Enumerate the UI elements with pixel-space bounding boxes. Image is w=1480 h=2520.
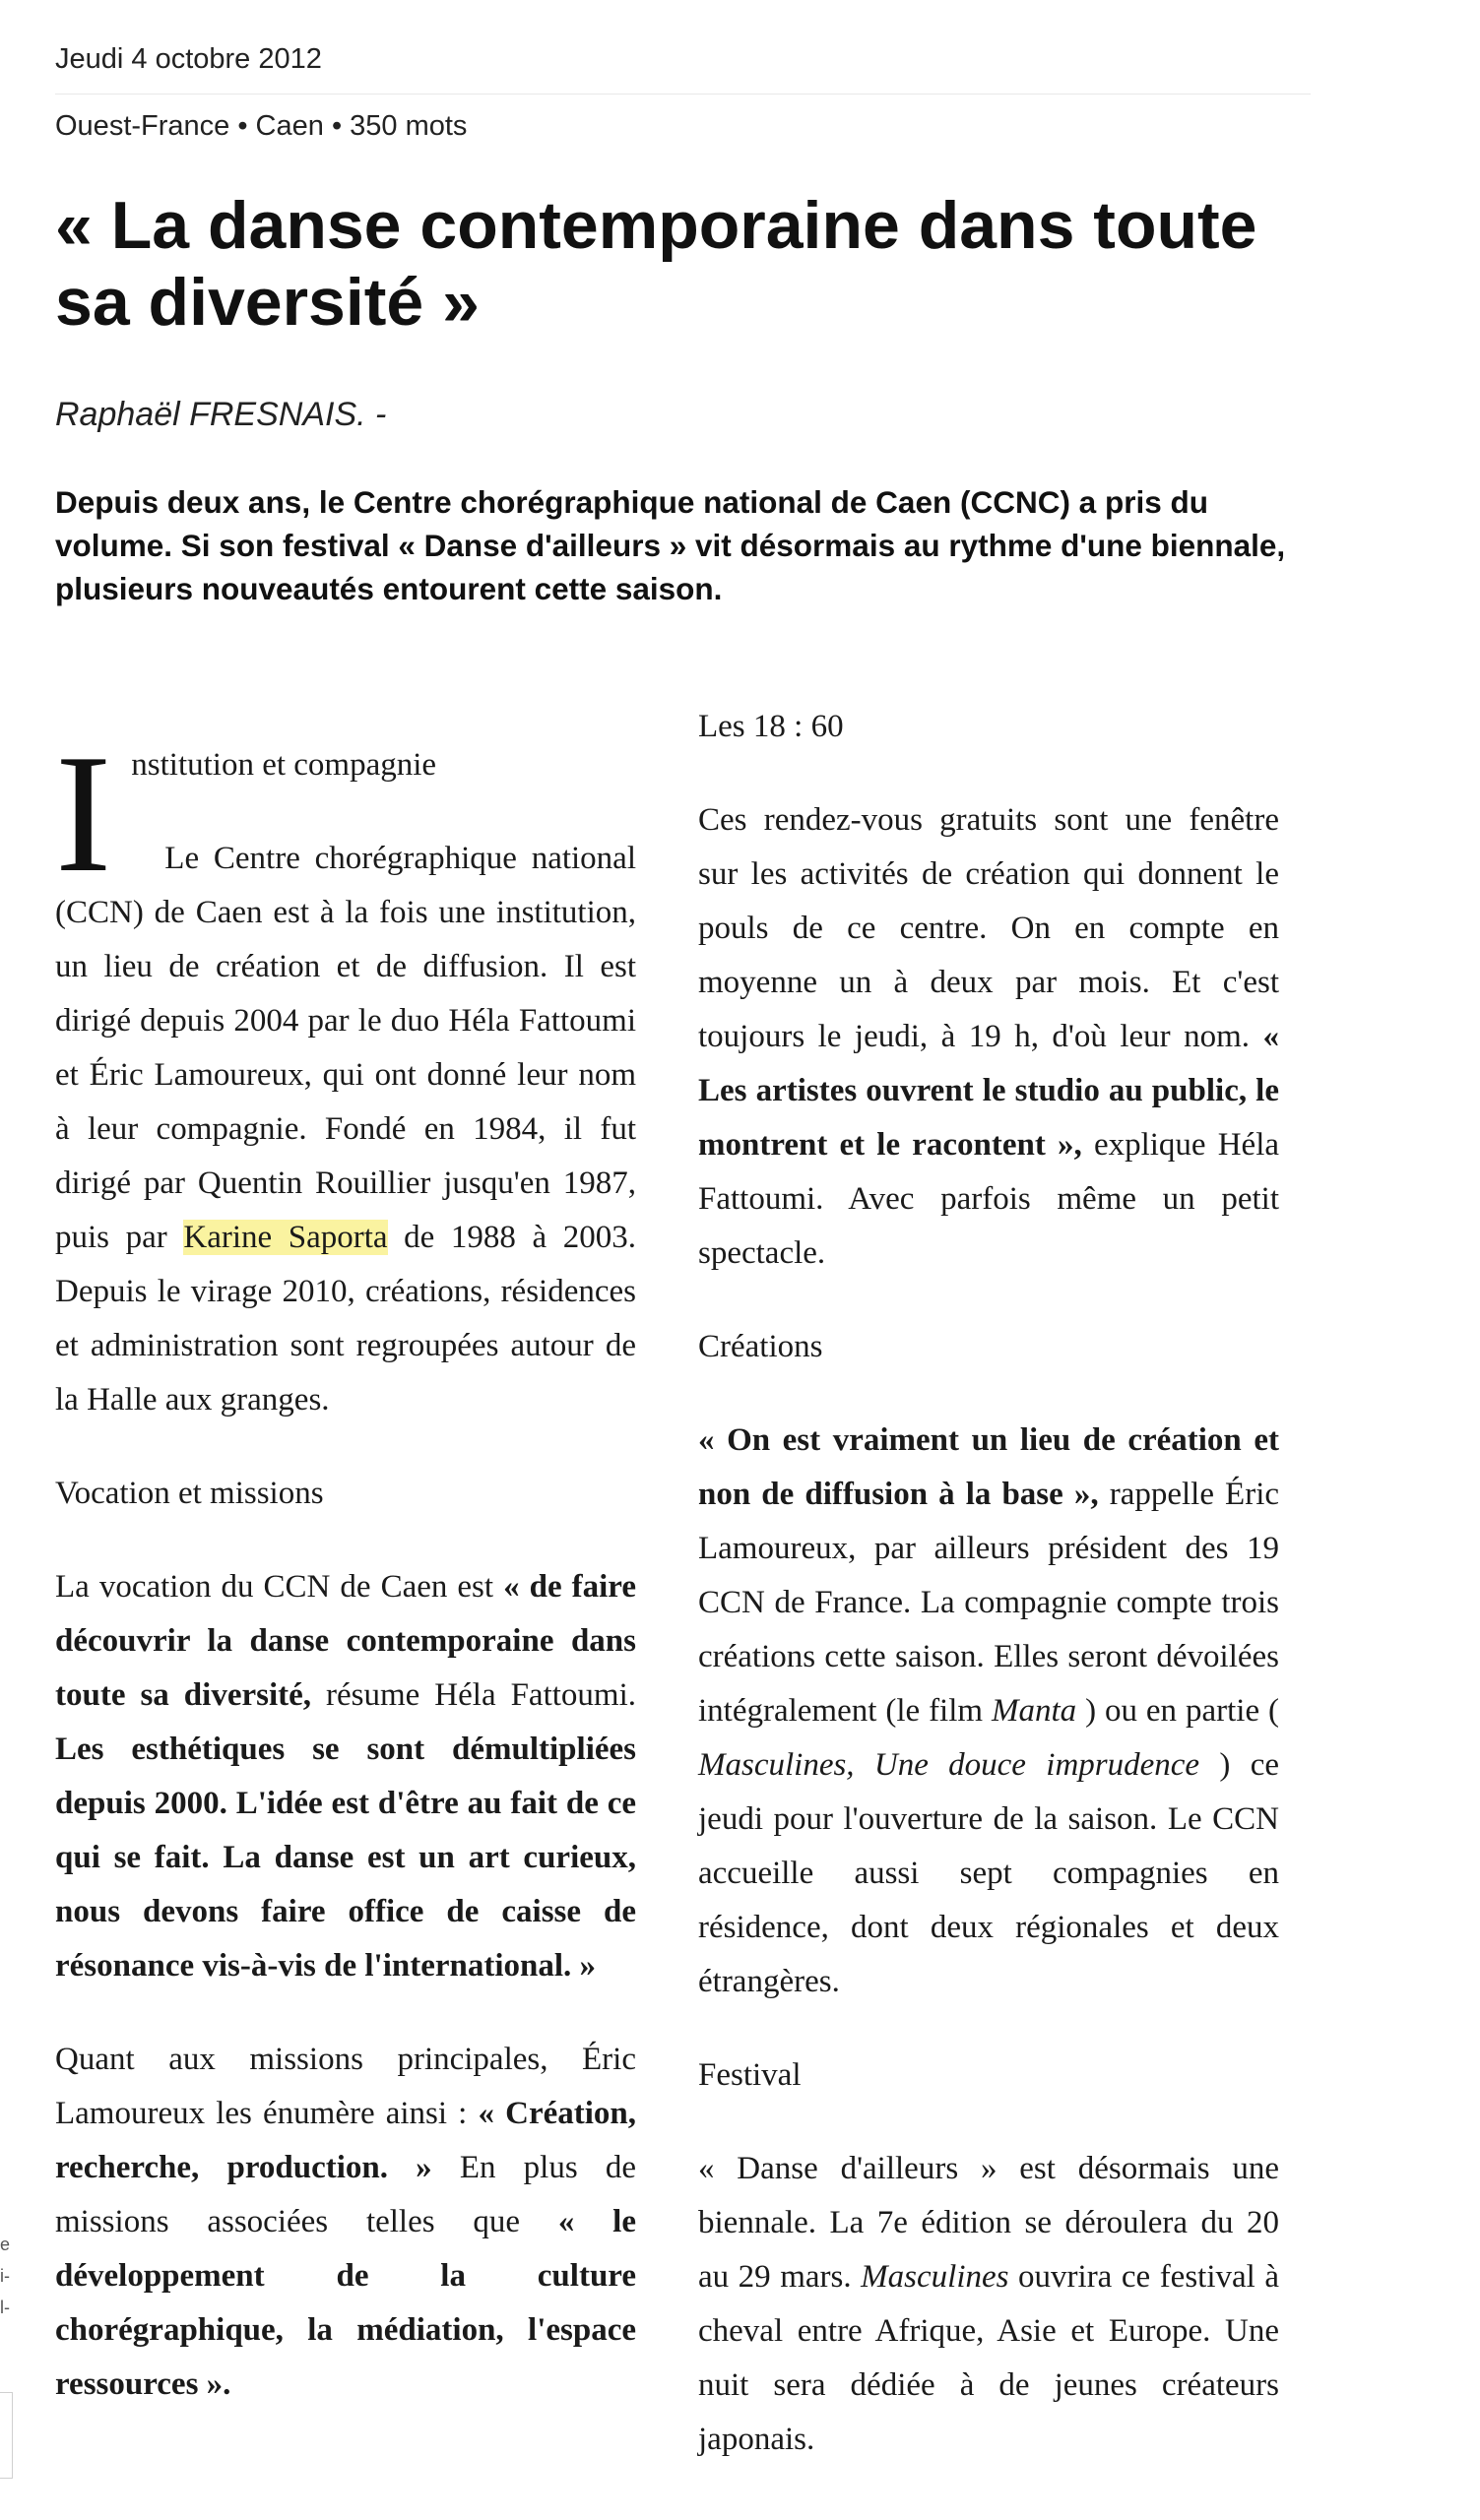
paragraph-text: ) ou en partie ( [1085, 1693, 1280, 1729]
paragraph-text: de 1988 à 2003. Depuis le virage 2010, créations, résidences et administration sont regroupées autour de la Halle aux granges. [55, 1220, 637, 1418]
quote-bold: « de faire découvrir la danse contemporaine dans toute sa diversité, [55, 1569, 637, 1713]
paragraph-text: La vocation du CCN de Caen est [55, 1569, 494, 1605]
paragraph-text: Ces rendez-vous gratuits sont une fenêtre sur les activités de création qui donnent le pouls de ce centre. On en compte en moyenne un à deux par mois. Et c'est toujours le jeudi, à 19 h, d'où leur nom. [698, 802, 1279, 1054]
paragraph-text: « Danse d'ailleurs » est désormais une biennale. La 7e édition se déroulera du 20 au 29 mars. [698, 2151, 1279, 2295]
section-heading-18-60: Les 18 : 60 [698, 709, 844, 744]
paragraph-institution [55, 832, 636, 1427]
paragraph-vocation [55, 1560, 636, 1993]
paragraph-text: explique Héla Fattoumi. Avec parfois même un petit spectacle. [698, 1127, 1280, 1271]
paragraph-text: ouvrira ce festival à cheval entre Afrique, Asie et Europe. Une nuit sera dédiée à de jeunes créateurs japonais. [698, 2259, 1280, 2457]
paragraph-18-60 [698, 793, 1279, 1281]
paragraph-creations [698, 1414, 1279, 2009]
edge-text-fragment: l- [0, 2298, 10, 2317]
right-column [698, 700, 1279, 2506]
article-title: « La danse contemporaine dans toute sa diversité » [55, 188, 1257, 340]
drop-cap: I [55, 721, 112, 908]
paragraph-festival [698, 2142, 1279, 2467]
article-source: Ouest-France • Caen • 350 mots [55, 110, 468, 142]
paragraph-text: ) ce jeudi pour l'ouverture de la saison. Le CCN accueille aussi sept compagnies en résidence, dont deux régionales et deux étrangères. [698, 1747, 1279, 1999]
quote-bold: « On est vraiment un lieu de création et non de diffusion à la base », [698, 1422, 1279, 1512]
highlighted-name: Karine Saporta [183, 1220, 388, 1255]
section-heading-institution: nstitution et compagnie [131, 747, 437, 783]
work-title: Masculines [861, 2259, 1009, 2295]
work-title: Manta [991, 1693, 1077, 1729]
paragraph-text: Le Centre chorégraphique national (CCN) de Caen est à la fois une institution, un lieu de création et de diffusion. Il est dirigé depuis 2004 par le duo Héla Fattoumi et Éric Lamoureux, qui ont donné leur nom à leur compagnie. Fondé en 1984, il fut dirigé par Quentin Rouillier jusqu'en 1987, puis par [55, 841, 636, 1255]
edge-text-fragment: i- [0, 2266, 10, 2286]
paragraph-text: En plus de missions associées telles que [55, 2150, 636, 2239]
quote-bold: « Les artistes ouvrent le studio au public, le montrent et le racontent », [698, 1019, 1279, 1163]
paragraph-text: rappelle Éric Lamoureux, par ailleurs président des 19 CCN de France. La compagnie compte trois créations cette saison. Elles seront dévoilées intégralement (le film [698, 1477, 1280, 1729]
article-date: Jeudi 4 octobre 2012 [55, 43, 322, 75]
article-author: Raphaël FRESNAIS. - [55, 396, 387, 433]
paragraph-missions [55, 2033, 636, 2412]
work-title: Masculines, Une douce imprudence [698, 1747, 1200, 1783]
section-heading-creations: Créations [698, 1329, 823, 1364]
quote-bold: « le développement de la culture chorégraphique, la médiation, l'espace ressources ». [55, 2204, 636, 2402]
paragraph-text: résume Héla Fattoumi. [326, 1677, 637, 1713]
edge-panel [0, 2392, 13, 2479]
edge-text-fragment: e [0, 2235, 11, 2254]
article-lead: Depuis deux ans, le Centre chorégraphique national de Caen (CCNC) a pris du volume. Si son festival « Danse d'ailleurs » vit désormais au rythme d'une biennale, plusieurs nouveautés entourent cette saison. [55, 484, 1286, 606]
section-heading-vocation: Vocation et missions [55, 1476, 324, 1511]
section-institution [55, 721, 636, 908]
paragraph-text: Quant aux missions principales, Éric Lamoureux les énumère ainsi : [55, 2042, 636, 2131]
quote-bold: Les esthétiques se sont démultipliées depuis 2000. L'idée est d'être au fait de ce qui se fait. La danse est un art curieux, nous devons faire office de caisse de résonance vis-à-vis de l'international. » [55, 1732, 636, 1984]
left-column [55, 721, 637, 2451]
section-heading-festival: Festival [698, 2057, 802, 2093]
quote-bold: « Création, recherche, production. » [55, 2096, 636, 2185]
